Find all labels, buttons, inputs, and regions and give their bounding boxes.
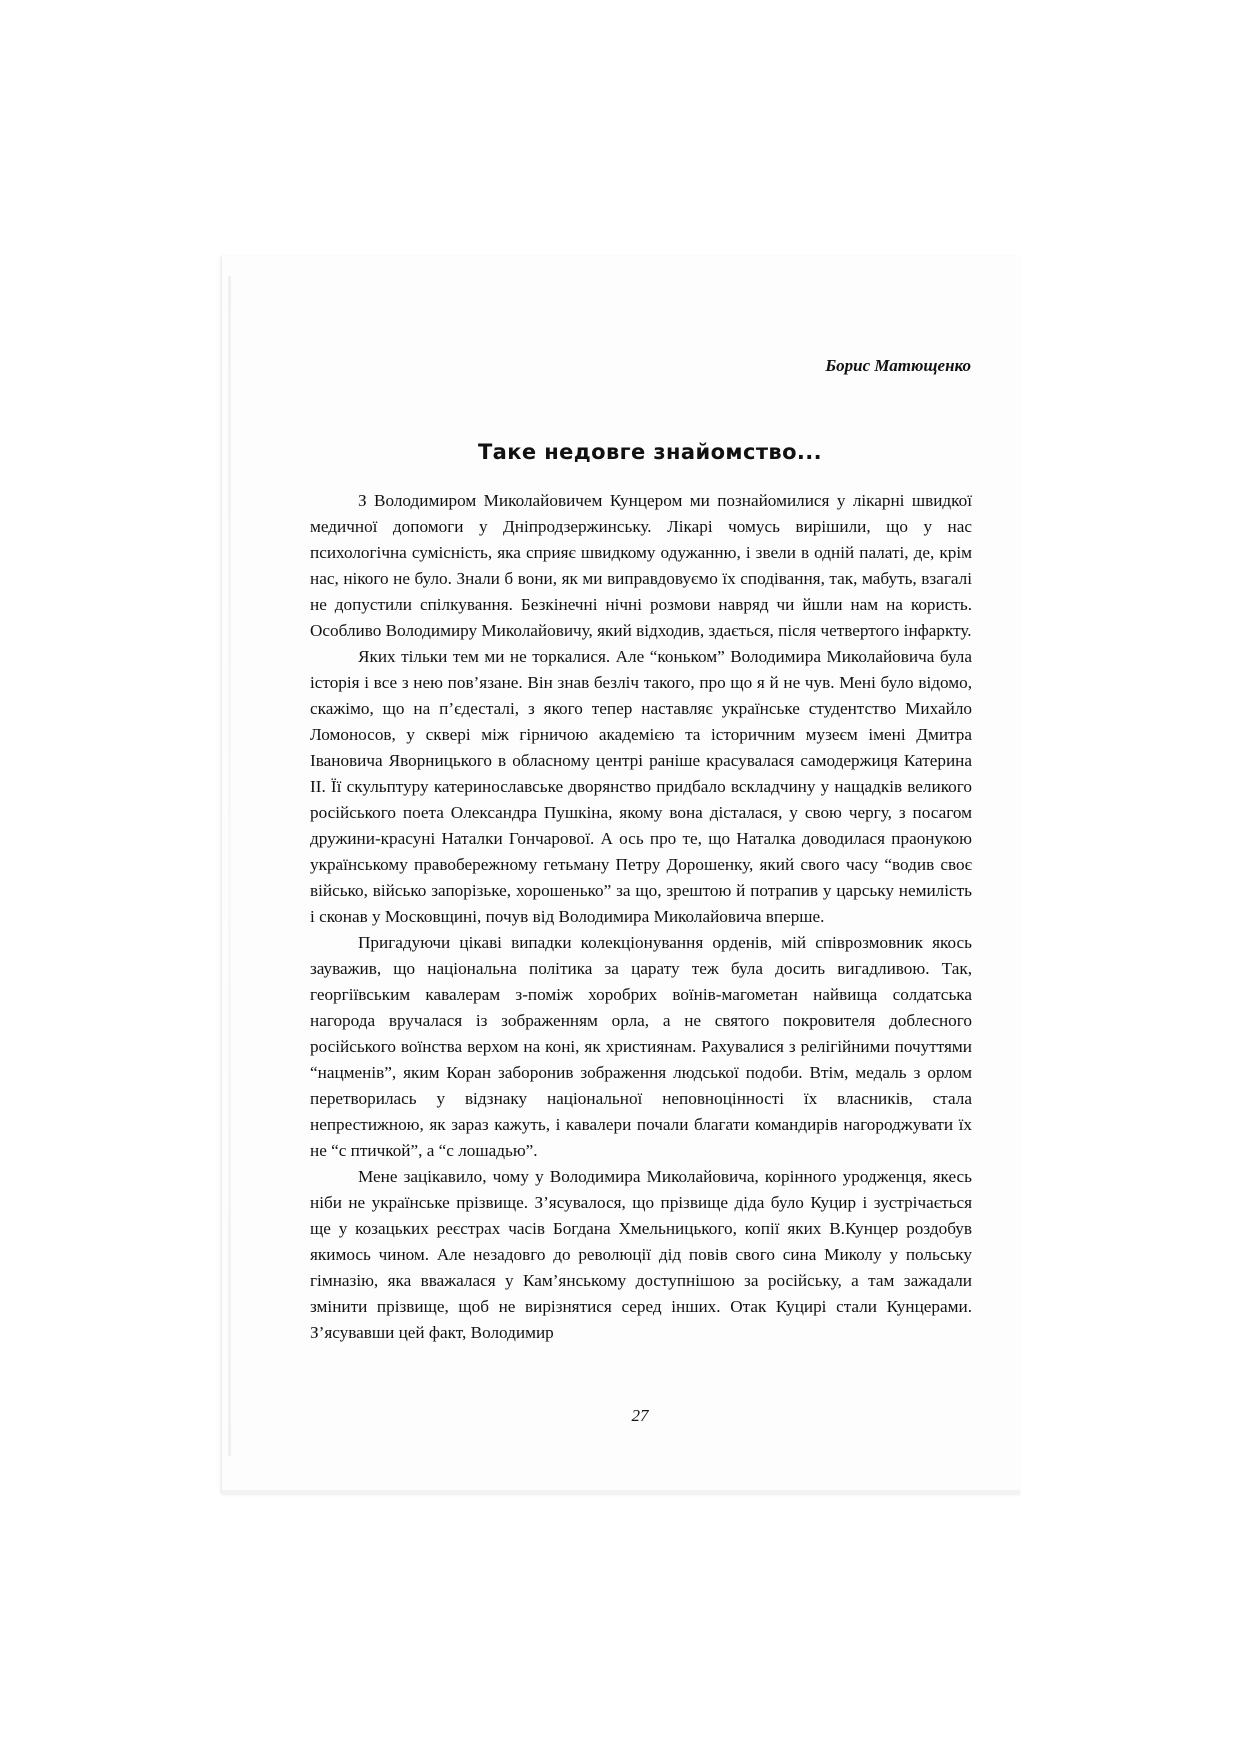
body-paragraph: Мене зацікавило, чому у Володимира Миколайовича, корінного уродженця, якесь ніби не українське прізвище. З’ясувалося, що прізвище діда було Куцир і зустрічається ще у козацьких реєстрах часів Богдана Хмельницького, копії яких В.Кунцер роздобув якимось чином. Але незадовго до революції дід повів свого сина Миколу у польську гімназію, яка вважалася у Кам’янському доступнішою за російську, а там зажадали змінити прізвище, щоб не вирізнятися серед інших. Отак Куцирі стали Кунцерами. З’ясувавши цей факт, Володимир: [310, 1167, 972, 1342]
article-title: Таке недовге знайомство...: [477, 440, 823, 464]
body-paragraph: З Володимиром Миколайовичем Кунцером ми познайомилися у лікарні швидкої медичної допомоги у Дніпродзержинську. Лікарі чомусь вирішили, що у нас психологічна сумісність, яка сприяє швидкому одужанню, і звели в одній палаті, де, крім нас, нікого не було. Знали б вони, як ми виправдовуємо їх сподівання, так, мабуть, взагалі не допустили спілкування. Безкінечні нічні розмови навряд чи йшли нам на користь. Особливо Володимиру Миколайовичу, який відходив, здається, після четвертого інфаркту.: [310, 491, 972, 640]
article-body: [310, 488, 972, 1346]
page-number: 27: [631, 1406, 649, 1425]
running-header-author: Борис Матющенко: [825, 356, 971, 375]
body-paragraph: Пригадуючи цікаві випадки колекціонування орденів, мій співрозмовник якось зауважив, що національна політика за царату теж була досить вигадливою. Так, георгіївським кавалерам з-поміж хоробрих воїнів-магометан найвища солдатська нагорода вручалася із зображенням орла, а не святого покровителя доблесного російського воїнства верхом на коні, як християнам. Рахувалися з релігійними почуттями “нацменів”, яким Коран заборонив зображення людської подоби. Втім, медаль з орлом перетворилась у відзнаку національної неповноцінності їх власників, стала непрестижною, як зараз кажуть, і кавалери почали благати командирів нагороджувати їх не “с птичкой”, а “с лошадью”.: [310, 933, 972, 1160]
body-paragraph: Яких тільки тем ми не торкалися. Але “коньком” Володимира Миколайовича була історія і все з нею пов’язане. Він знав безліч такого, про що я й не чув. Мені було відомо, скажімо, що на п’єдесталі, з якого тепер наставляє українське студентство Михайло Ломоносов, у сквері між гірничою академією та історичним музеєм імені Дмитра Івановича Яворницького в обласному центрі раніше красувалася самодержиця Катерина ІІ. Її скульптуру катеринославське дворянство придбало вскладчину у нащадків великого російського поета Олександра Пушкіна, якому вона дісталася, у свою чергу, з посагом дружини-красуні Наталки Гончарової. А ось про те, що Наталка доводилася праонукою українському правобережному гетьману Петру Дорошенку, який свого часу “водив своє військо, військо запорізьке, хорошенько” за що, зрештою й потрапив у царську немилість і сконав у Московщині, почув від Володимира Миколайовича вперше.: [310, 647, 972, 926]
